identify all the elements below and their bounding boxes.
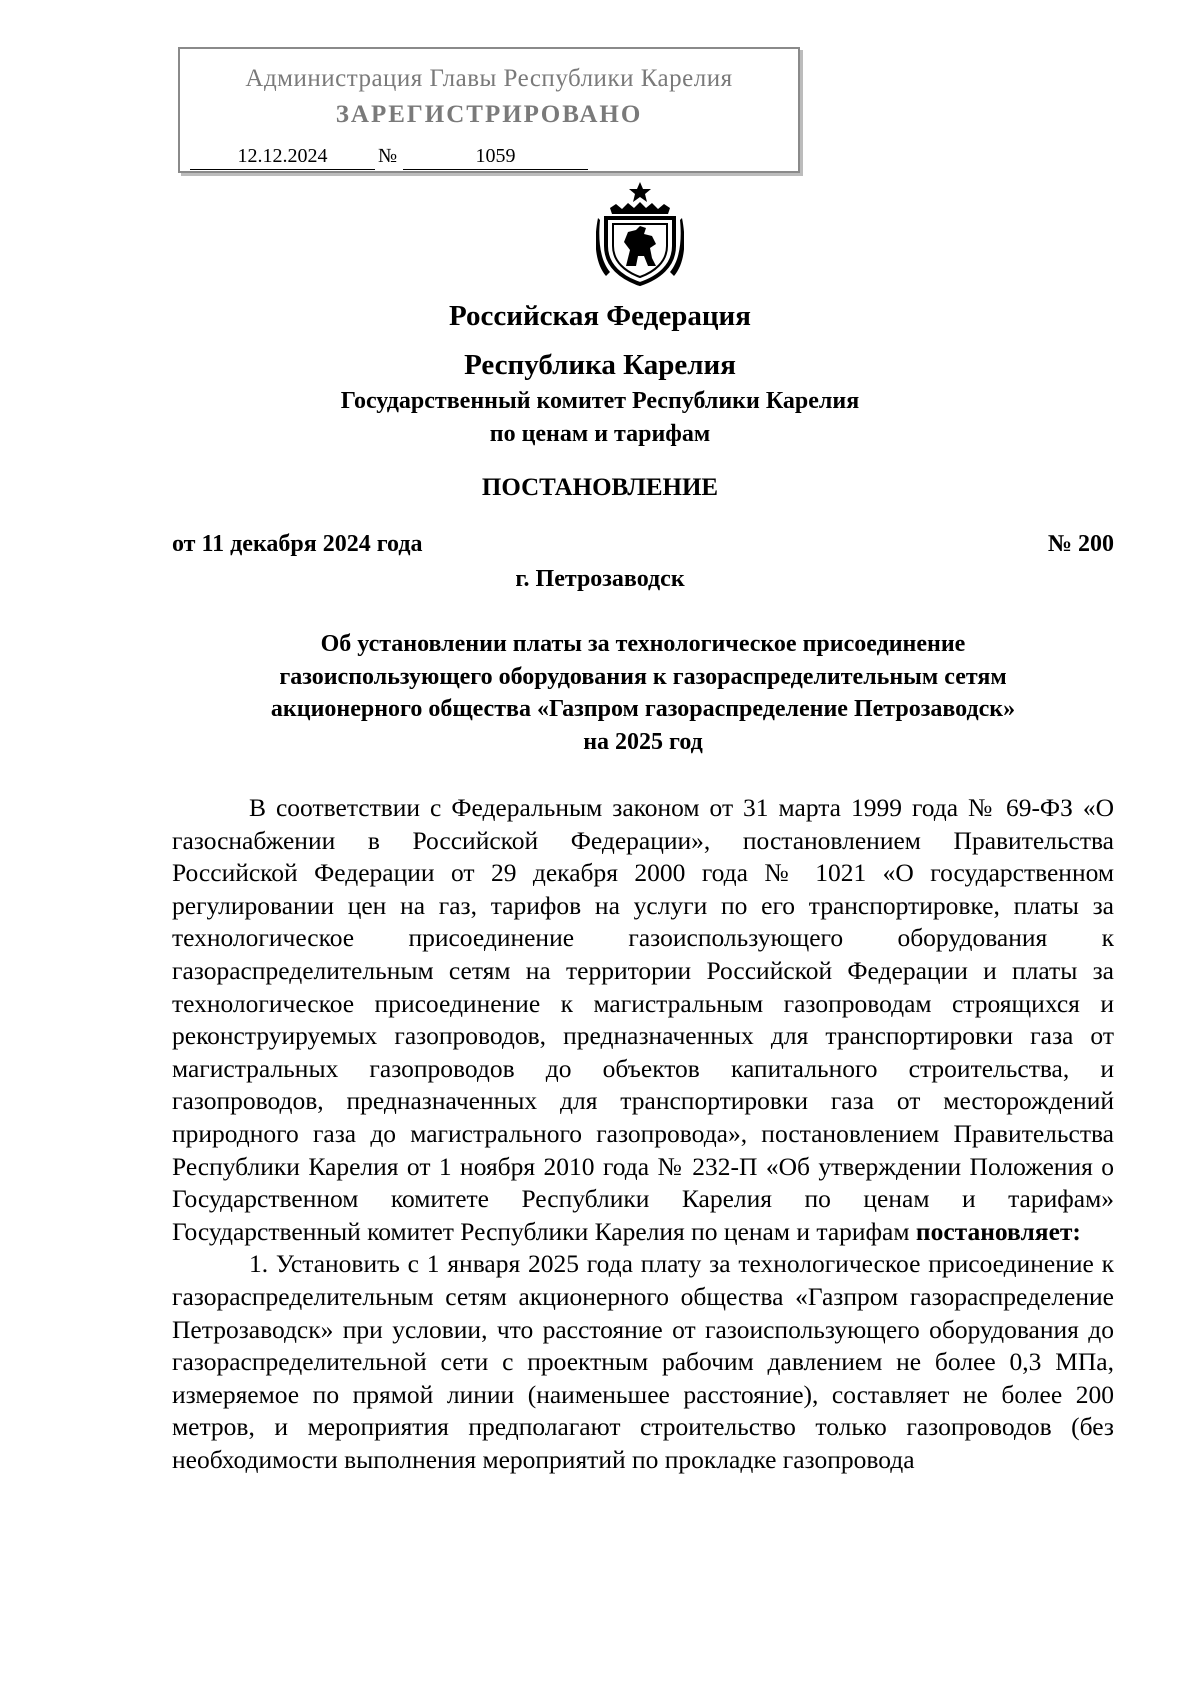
document-title [172, 628, 1114, 758]
title-line: акционерного общества «Газпром газораспределение Петрозаводск» [270, 696, 1016, 722]
stamp-organization: Администрация Главы Республики Карелия [245, 65, 733, 92]
clause-1-text: 1. Установить с 1 января 2025 года плату за технологическое присоединение к газораспределительным сетям акционерного общества «Газпром газораспределение Петрозаводск» при условии, что расстояние от газоиспользующего оборудования до газораспределительной сети с проектным рабочим давлением не более 0,3 МПа, измеряемое по прямой линии (наименьшее расстояние), составляет не более 200 метров, и мероприятия предполагают строительство только газопроводов (без необходимости выполнения мероприятий по прокладке газопровода [172, 1249, 1114, 1474]
clause-paragraph [172, 1248, 1114, 1476]
stamp-status: ЗАРЕГИСТРИРОВАНО [335, 101, 643, 128]
document-number: № 200 [1047, 531, 1114, 557]
republic-heading: Республика Карелия [464, 349, 736, 381]
registration-number-sign: № [378, 145, 398, 167]
karelia-coat-of-arms-icon [596, 180, 684, 288]
title-line: на 2025 год [583, 728, 703, 755]
document-city: г. Петрозаводск [515, 566, 685, 592]
title-line: Об установлении платы за технологическое присоединение [320, 631, 966, 657]
title-line: газоиспользующего оборудования к газораспределительным сетям [279, 663, 1007, 690]
preamble-text: В соответствии с Федеральным законом от 31 марта 1999 года № 69-ФЗ «О газоснабжении в Российской Федерации», постановлением Правительства Российской Федерации от 29 декабря 2000 года № 1021 «О государственном регулировании цен на газ, тарифов на услуги по его транспортировке, платы за технологическое присоединение газоиспользующего оборудования к газораспределительным сетям на территории Российской Федерации и платы за технологическое присоединение к магистральным газопроводам строящихся и реконструируемых газопроводов, предназначенных для транспортировки газа от магистральных газопроводов до объектов капитального строительства, и газопроводов, предназначенных для транспортировки газа от месторождений природного газа до магистрального газопровода», постановлением Правительства Республики Карелия от 1 ноября 2010 года № 232-П «Об утверждении Положения о Государственном комитете Республики Карелия по ценам и тарифам» Государственный комитет Республики Карелия по ценам и тарифам [172, 793, 1114, 1246]
document-date: от 11 декабря 2024 года [172, 531, 423, 557]
document-date-row [172, 531, 1114, 558]
committee-heading-line2: по ценам и тарифам [489, 421, 711, 447]
resolution-keyword: постановляет: [915, 1216, 1081, 1246]
registration-number: 1059 [403, 145, 588, 170]
registration-date: 12.12.2024 [190, 145, 375, 170]
preamble-paragraph [172, 792, 1114, 1248]
document-type: ПОСТАНОВЛЕНИЕ [481, 474, 719, 501]
committee-heading-line1: Государственный комитет Республики Карелия [340, 388, 860, 414]
federation-heading: Российская Федерация [449, 300, 751, 332]
document-body [172, 792, 1114, 1476]
